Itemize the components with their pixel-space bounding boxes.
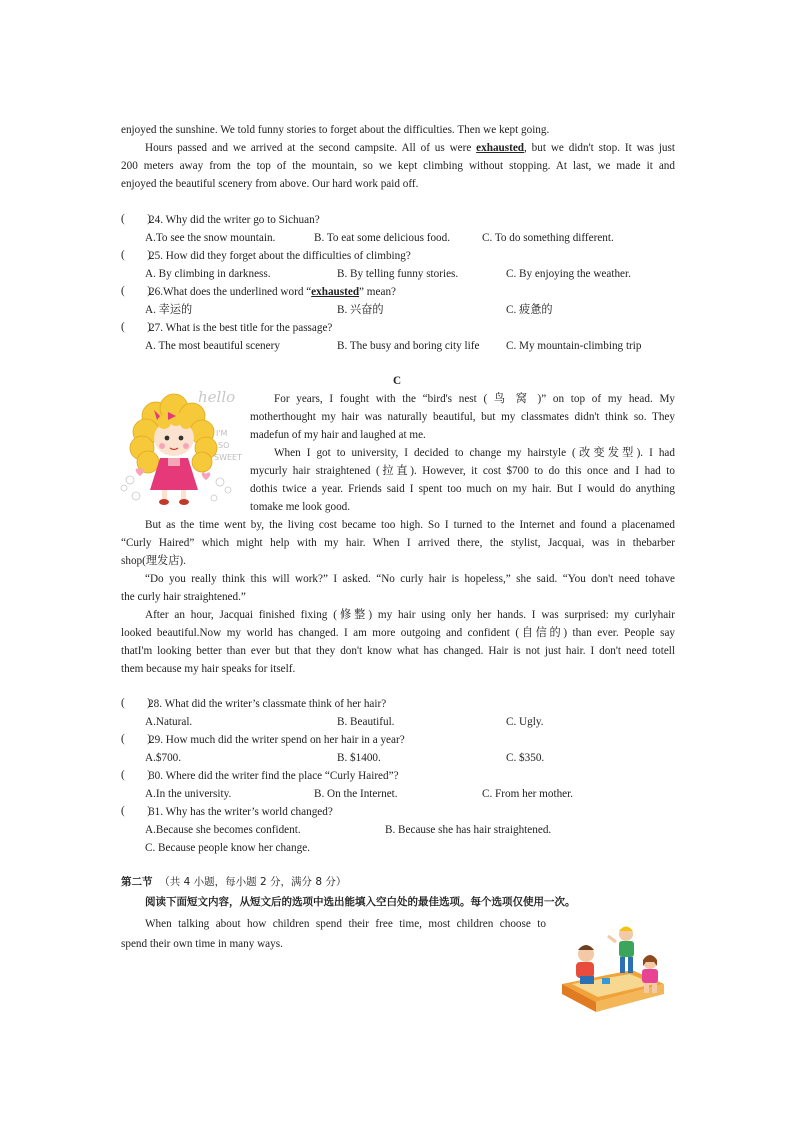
question-text: 24. Why did the writer go to Sichuan?: [149, 214, 320, 226]
answer-blank[interactable]: ( ): [121, 213, 151, 225]
passage-c-line: dothis twice a year. Friends said I spent too much on my hair. But I would do anything: [250, 483, 675, 495]
passage-c-line: shop(理发店).: [121, 555, 186, 567]
option-c: C. My mountain-climbing trip: [506, 340, 642, 352]
option-a: A.In the university.: [145, 788, 232, 800]
text-span: Hours passed and we arrived at the second campsite. All of us were: [145, 142, 477, 154]
passage-c-line: the curly hair straightened.”: [121, 591, 246, 603]
option-a: A.To see the snow mountain.: [145, 232, 276, 244]
passage-b-line: [145, 141, 675, 155]
option-a: A. 幸运的: [145, 304, 193, 316]
passage-c-line: motherthought my hair was naturally beautiful, but my classmates didn't think so. They: [250, 411, 675, 423]
passage-c-line: “Curly Haired” which might help with my hair. When I arrived there, the stylist, Jacquai, was in thebarber: [121, 537, 675, 549]
option-b: B. To eat some delicious food.: [314, 232, 451, 244]
section-heading: 第二节: [121, 876, 153, 888]
passage-b-line: 200 meters away from the top of the mountain, so we kept climbing without stopping. At last, we made it and: [121, 160, 675, 172]
option-c: C. Ugly.: [506, 716, 544, 728]
passage-c-line: When I got to university, I decided to change my hairstyle (改变发型). I had: [274, 447, 675, 459]
answer-blank[interactable]: ( ): [121, 733, 151, 745]
text-span: 26.What does the underlined word “: [149, 286, 312, 298]
passage-c-line: them because my hair speaks for itself.: [121, 663, 296, 675]
section-2-line: spend their own time in many ways.: [121, 938, 283, 950]
option-a: A.Natural.: [145, 716, 193, 728]
question-text: 31. Why has the writer’s world changed?: [149, 806, 333, 818]
option-c: C. To do something different.: [482, 232, 614, 244]
option-a: A. The most beautiful scenery: [145, 340, 280, 352]
illustration-word-im: I'M: [216, 429, 228, 438]
passage-c-line: tomake me look good.: [250, 501, 351, 513]
question-text: 25. How did they forget about the difficulties of climbing?: [149, 250, 411, 262]
option-c: C. $350.: [506, 752, 545, 764]
option-b: B. By telling funny stories.: [337, 268, 459, 280]
question-text: 28. What did the writer’s classmate think of her hair?: [148, 698, 387, 710]
underlined-word: exhausted: [311, 286, 360, 298]
option-b: B. $1400.: [337, 752, 381, 764]
question-text: 30. Where did the writer find the place “Curly Haired”?: [149, 770, 399, 782]
passage-c-line: mycurly hair straightened (拉直). However, it cost $700 to do this once and I had to: [250, 465, 675, 477]
section-heading-note: （共 4 小题，每小题 2 分，满分 8 分）: [159, 876, 347, 888]
children-sandbox-illustration: [556, 918, 670, 1014]
passage-b-line: enjoyed the sunshine. We told funny stories to forget about the difficulties. Then we kept going.: [121, 124, 550, 136]
option-b: B. The busy and boring city life: [337, 340, 480, 352]
option-a: A.$700.: [145, 752, 182, 764]
passage-c-line: After an hour, Jacquai finished fixing (修整) my hair using only her hands. I was surprised: my curlyhair: [145, 609, 675, 621]
section-2-header: [121, 875, 346, 889]
passage-c-line: thatI'm looking better than ever but that they don't know what has changed. Hair is not just hair. I don't need totell: [121, 645, 675, 657]
illustration-word-hello: hello: [198, 388, 236, 406]
section-instruction: 阅读下面短文内容，从短文后的选项中选出能填入空白处的最佳选项。每个选项仅使用一次。: [145, 896, 576, 908]
section-2-line: When talking about how children spend their free time, most children choose to: [145, 918, 546, 930]
passage-b-line: enjoyed the beautiful scenery from above. Our hard work paid off.: [121, 178, 419, 190]
text-span: ” mean?: [359, 286, 397, 298]
option-c: C. 疲惫的: [506, 304, 553, 316]
option-c: C. By enjoying the weather.: [506, 268, 631, 280]
underlined-word: exhausted: [476, 142, 525, 154]
question-text: 29. How much did the writer spend on her hair in a year?: [149, 734, 405, 746]
answer-blank[interactable]: ( ): [121, 249, 151, 261]
section-title-c: C: [392, 375, 402, 387]
illustration-word-sweet: SWEET: [214, 453, 242, 462]
answer-blank[interactable]: ( ): [121, 697, 151, 709]
option-a: A. By climbing in darkness.: [145, 268, 271, 280]
question-text: [149, 285, 396, 299]
option-a: A.Because she becomes confident.: [145, 824, 301, 836]
illustration-word-so: SO: [218, 441, 230, 450]
answer-blank[interactable]: ( ): [121, 805, 151, 817]
curly-girl-illustration: [116, 386, 244, 510]
answer-blank[interactable]: ( ): [121, 285, 151, 297]
option-c: C. From her mother.: [482, 788, 574, 800]
option-b: B. Beautiful.: [337, 716, 395, 728]
option-c: C. Because people know her change.: [145, 842, 310, 854]
passage-c-line: For years, I fought with the “bird's nest ( 鸟 窝 )” on top of my head. My: [274, 393, 675, 405]
question-text: 27. What is the best title for the passage?: [149, 322, 333, 334]
answer-blank[interactable]: ( ): [121, 321, 151, 333]
passage-c-line: “Do you really think this will work?” I asked. “No curly hair is hopeless,” she said. “You don't need tohave: [145, 573, 675, 585]
passage-c-line: looked beautiful.Now my world has changed. I am more outgoing and confident (自信的) than ever. People say: [121, 627, 675, 639]
answer-blank[interactable]: ( ): [121, 769, 151, 781]
text-span: , but we didn't stop. It was just: [524, 142, 675, 154]
option-b: B. On the Internet.: [314, 788, 398, 800]
passage-c-line: But as the time went by, the living cost became too high. So I turned to the Internet and found a placenamed: [145, 519, 675, 531]
option-b: B. 兴奋的: [337, 304, 384, 316]
passage-c-line: madefun of my hair and laughed at me.: [250, 429, 426, 441]
option-b: B. Because she has hair straightened.: [385, 824, 552, 836]
